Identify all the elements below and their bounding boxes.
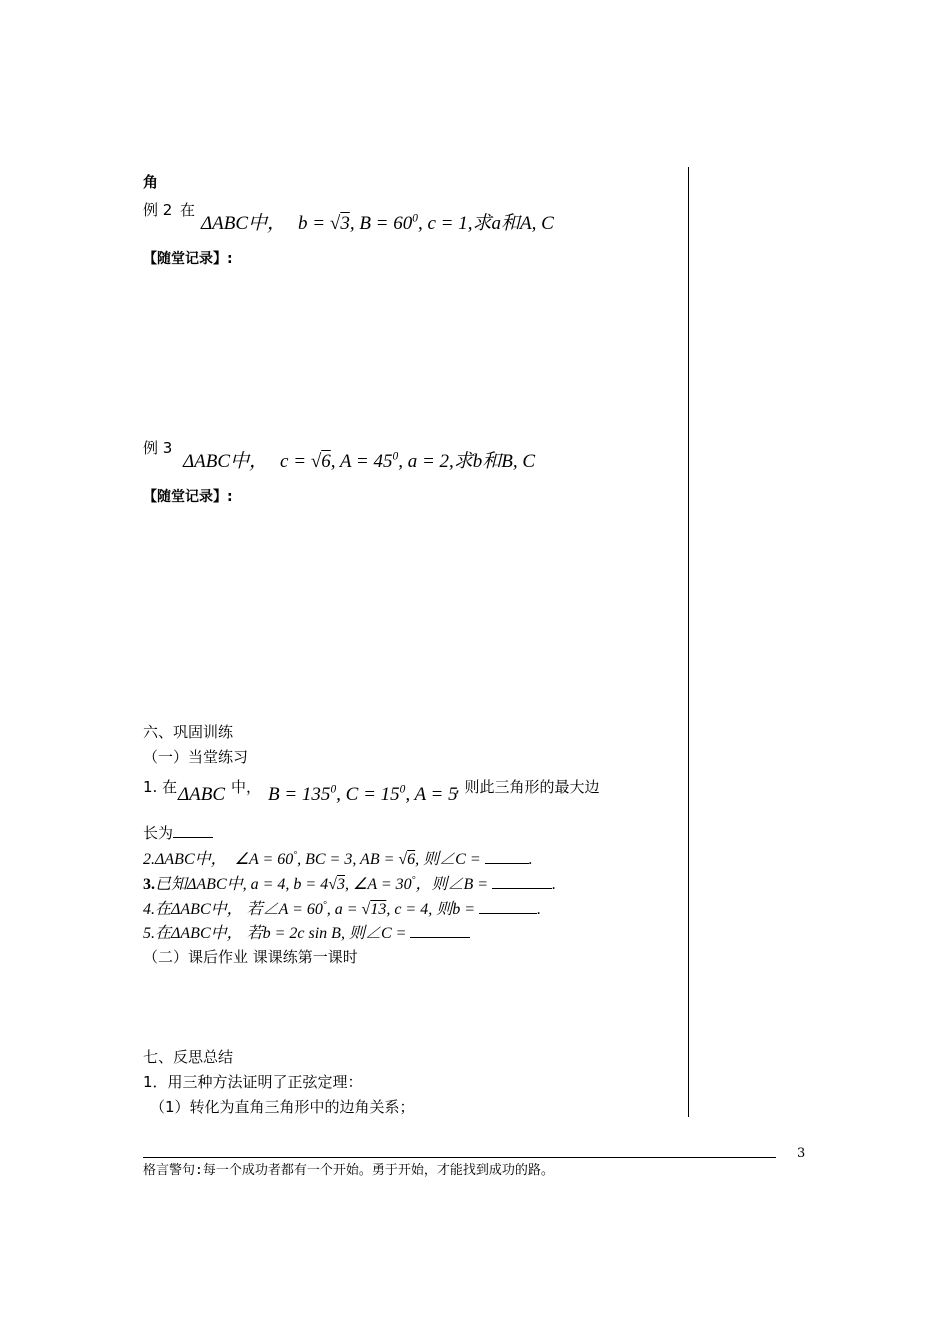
section-7-title: 七、反思总结 bbox=[143, 1048, 234, 1066]
q1-cond-C: , C = 15 bbox=[336, 784, 400, 805]
q3-end: . bbox=[552, 876, 557, 893]
example-2-cond-b: b = bbox=[298, 213, 330, 234]
q4-text2: , a = bbox=[326, 901, 362, 918]
answer-blank bbox=[173, 837, 213, 838]
q5-text1: 在ΔABC中， 若b = 2c sin B, 则∠C = bbox=[155, 925, 407, 942]
answer-blank bbox=[485, 863, 529, 864]
q4-text1: 在ΔABC中， 若∠A = 60 bbox=[155, 901, 323, 918]
q3-text1: 已知ΔABC中, a = 4, b = 4 bbox=[155, 876, 329, 893]
example-2-triangle: ΔABC中， bbox=[201, 213, 287, 234]
example-2-cond-c: , c = 1, bbox=[417, 213, 473, 234]
q1-formula bbox=[268, 784, 458, 806]
class-notes-label: 【随堂记录】: bbox=[143, 489, 233, 505]
q1-cond-A: , A = 5 bbox=[405, 784, 458, 805]
example-2-prefix: 在 bbox=[180, 201, 196, 219]
example-3-cond-A: , A = 45 bbox=[330, 451, 393, 472]
q5 bbox=[143, 920, 470, 943]
page-number: 3 bbox=[797, 1146, 806, 1161]
q2-text4: , 则∠C = bbox=[415, 851, 481, 868]
section-6-sub2: （二）课后作业 课课练第一课时 bbox=[143, 948, 358, 966]
q4-number: 4. bbox=[143, 901, 155, 918]
q1-number: 1. 在 bbox=[143, 778, 178, 796]
answer-blank bbox=[492, 888, 552, 889]
class-notes-label: 【随堂记录】: bbox=[143, 251, 233, 267]
q5-number: 5. bbox=[143, 925, 155, 942]
q1-line2-text: 长为 bbox=[143, 824, 174, 842]
sqrt-sign: √ bbox=[329, 213, 341, 234]
degree-mark: 0 bbox=[412, 212, 418, 225]
sqrt-sign: √ bbox=[398, 851, 408, 868]
q2-text1: ΔABC中， bbox=[155, 851, 227, 868]
q3 bbox=[143, 871, 556, 894]
example-2-formula bbox=[201, 208, 554, 235]
answer-blank bbox=[479, 913, 537, 914]
example-3-formula bbox=[183, 446, 535, 473]
section-7-item1a: （1）转化为直角三角形中的边角关系； bbox=[150, 1098, 415, 1116]
q2-sqrt: 6 bbox=[407, 851, 416, 868]
example-2-sqrt: 3 bbox=[340, 213, 350, 234]
sqrt-sign: √ bbox=[328, 876, 337, 893]
example-3-sqrt: 6 bbox=[321, 451, 331, 472]
degree-mark: ° bbox=[322, 899, 327, 911]
q4-text3: , c = 4, 则b = bbox=[386, 901, 476, 918]
q1-triangle: ΔABC bbox=[178, 784, 226, 805]
q2-text3: , BC = 3, AB = bbox=[297, 851, 399, 868]
answer-blank bbox=[410, 937, 470, 938]
degree-mark: ° bbox=[411, 874, 416, 886]
section-6-title: 六、巩固训练 bbox=[143, 723, 234, 741]
example-3-ask: 求b和B, C bbox=[453, 451, 536, 472]
heading-fragment: 角 bbox=[143, 173, 159, 191]
q4 bbox=[143, 896, 541, 919]
degree-mark: 0 bbox=[392, 450, 399, 463]
q4-sqrt: 13 bbox=[370, 901, 387, 918]
sqrt-sign: √ bbox=[361, 901, 371, 918]
example-3-cond-a: , a = 2, bbox=[398, 451, 454, 472]
q4-end: . bbox=[537, 901, 542, 918]
degree-mark: 0 bbox=[399, 783, 406, 796]
example-2-label: 例 2 bbox=[143, 201, 173, 219]
degree-mark: 0 bbox=[330, 783, 337, 796]
q3-text3: ，则∠B = bbox=[415, 876, 489, 893]
section-6-sub1: （一）当堂练习 bbox=[143, 748, 249, 766]
sqrt-sign: √ bbox=[310, 451, 322, 472]
q3-number: 3. bbox=[143, 876, 155, 893]
footer-motto: 格言警句:每一个成功者都有一个开始。勇于开始，才能找到成功的路。 bbox=[143, 1163, 554, 1178]
q2-text2: ∠A = 60 bbox=[234, 851, 294, 868]
q2 bbox=[143, 846, 533, 869]
footer-rule bbox=[143, 1157, 776, 1158]
q1-line2 bbox=[143, 822, 213, 843]
q2-end: . bbox=[528, 851, 533, 868]
q1-tail: , 则此三角形的最大边 bbox=[455, 778, 600, 796]
degree-mark: ° bbox=[293, 849, 298, 861]
q3-text2: , ∠A = 30 bbox=[345, 876, 412, 893]
q1-zhong: 中， bbox=[231, 778, 262, 796]
q3-sqrt: 3 bbox=[337, 876, 345, 893]
q2-number: 2. bbox=[143, 851, 155, 868]
section-7-item1: 1．用三种方法证明了正弦定理： bbox=[143, 1073, 363, 1091]
example-2-ask: 求a和A, C bbox=[472, 213, 554, 234]
example-3-label: 例 3 bbox=[143, 439, 173, 457]
example-2-cond-B: , B = 60 bbox=[349, 213, 413, 234]
example-3-triangle: ΔABC中， bbox=[183, 451, 269, 472]
right-margin-rule bbox=[688, 167, 689, 1117]
q1-cond-B: B = 135 bbox=[268, 784, 331, 805]
example-3-cond-c: c = bbox=[280, 451, 311, 472]
